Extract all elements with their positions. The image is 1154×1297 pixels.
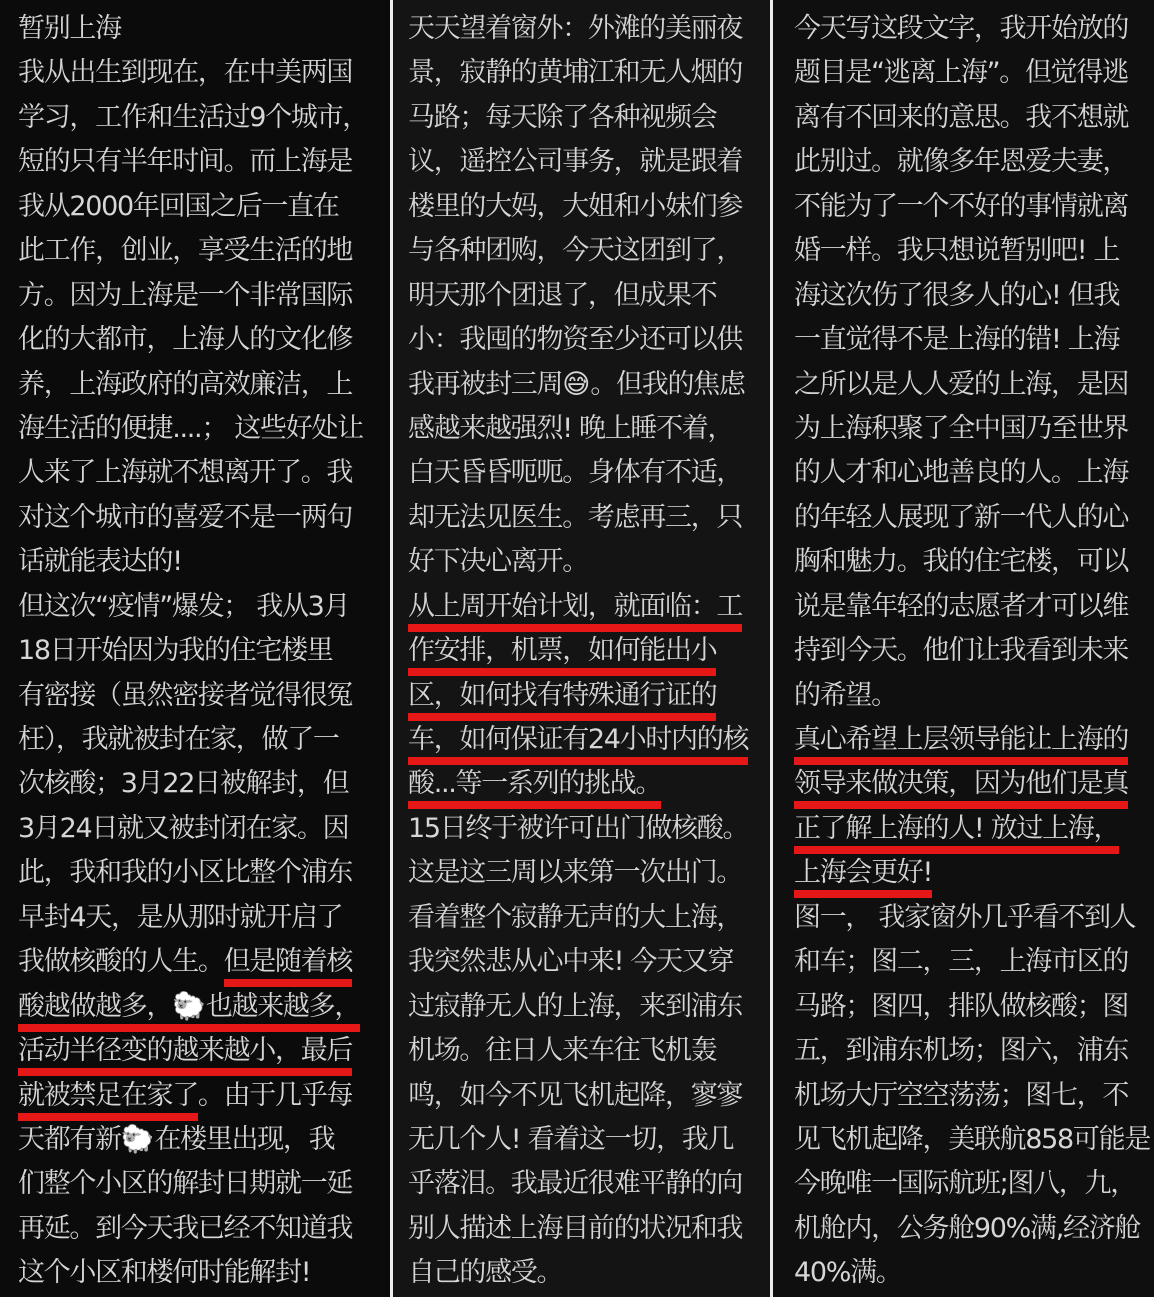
red-underlined-text: 车，如何保证有24小时内的核 (408, 724, 748, 765)
text-segment: 与各种团购，今天这团到了， (408, 235, 743, 267)
text-line (408, 496, 762, 540)
text-line (794, 1162, 1146, 1206)
text-line (408, 585, 762, 629)
red-underlined-text: 上海会更好! (794, 857, 932, 898)
text-line (408, 1029, 762, 1073)
text-segment: 我做核酸的人生。 (18, 946, 224, 978)
text-line (408, 363, 762, 407)
text-line (408, 1074, 762, 1118)
text-segment: 题目是“逃离上海”。但觉得逃 (794, 57, 1128, 89)
text-segment: 但这次“疫情”爆发； 我从3月 (18, 590, 350, 622)
text-segment: 再延。到今天我已经不知道我 (18, 1212, 353, 1244)
text-segment: 的人才和心地善良的人。上海 (794, 457, 1129, 489)
text-segment: 海生活的便捷....； 这些好处让 (18, 412, 363, 444)
text-line (794, 851, 1146, 895)
text-segment: 持到今天。他们让我看到未来 (794, 635, 1129, 667)
text-segment: 次核酸；3月22日被解封，但 (18, 768, 349, 800)
text-segment: 天天望着窗外：外滩的美丽夜 (408, 13, 743, 44)
red-underlined-text: 正了解上海的人! 放过上海， (794, 813, 1119, 854)
text-line (408, 985, 762, 1029)
text-segment: 无几个人! 看着这一切，我几 (408, 1123, 734, 1155)
text-segment: 人来了上海就不想离开了。我 (18, 457, 353, 489)
text-line (18, 1074, 372, 1118)
text-line (408, 318, 762, 362)
text-line (794, 318, 1146, 362)
text-segment: 的年轻人展现了新一代人的心 (794, 501, 1129, 533)
text-line (18, 762, 372, 806)
text-line (794, 451, 1146, 495)
text-segment: 胸和魅力。我的住宅楼，可以 (794, 546, 1129, 578)
red-underlined-text: 但是随着核 (224, 946, 353, 987)
text-line (794, 1207, 1146, 1251)
red-underlined-text: 酸...等一系列的挑战。 (408, 768, 661, 809)
text-line (408, 940, 762, 984)
text-segment: 见飞机起降，美联航858可能是 (794, 1123, 1151, 1155)
text-segment: 这是这三周以来第一次出门。 (408, 857, 743, 889)
text-segment: 方。因为上海是一个非常国际 (18, 279, 353, 311)
text-segment: 我从出生到现在，在中美两国 (18, 57, 353, 89)
text-line (18, 985, 372, 1029)
text-line (408, 807, 762, 851)
text-segment: 这个小区和楼何时能解封! (18, 1257, 311, 1289)
text-line (794, 674, 1146, 718)
text-line (794, 807, 1146, 851)
red-underlined-text: 从上周开始计划，就面临：工 (408, 591, 742, 632)
text-line (408, 1207, 762, 1251)
text-segment: 学习，工作和生活过9个城市， (18, 101, 368, 133)
text-segment: 此，我和我的小区比整个浦东 (18, 857, 353, 889)
text-segment: 。但我的焦虑 (590, 368, 745, 400)
text-segment: 之所以是人人爱的上海，是因 (794, 368, 1129, 400)
text-line (408, 1118, 762, 1162)
text-column-1 (0, 0, 390, 1297)
text-segment: 看着整个寂静无声的大上海， (408, 901, 743, 933)
text-segment: 马路；图四，排队做核酸；图 (794, 990, 1129, 1022)
text-line (408, 1162, 762, 1206)
text-line (18, 896, 372, 940)
text-line (794, 896, 1146, 940)
text-segment: 乎落泪。我最近很难平静的向 (408, 1168, 743, 1200)
text-line (408, 674, 762, 718)
text-line (408, 540, 762, 584)
text-line (18, 585, 372, 629)
text-segment: 在楼里出现，我 (154, 1123, 335, 1155)
text-line (408, 896, 762, 940)
post-title-line (18, 7, 372, 51)
text-line (794, 185, 1146, 229)
text-line (18, 1029, 372, 1073)
text-line (408, 451, 762, 495)
text-line (408, 718, 762, 762)
text-line (794, 985, 1146, 1029)
text-segment: 此工作，创业，享受生活的地 (18, 235, 353, 267)
text-segment: 机舱内，公务舱90%满,经济舱 (794, 1212, 1141, 1244)
red-underlined-text: 也越来越多， (206, 991, 360, 1032)
text-segment: 有密接（虽然密接者觉得很冤 (18, 679, 353, 711)
red-underlined-text: 酸越做越多， (18, 991, 172, 1032)
text-segment: 对这个城市的喜爱不是一两句 (18, 501, 353, 533)
red-underlined-text: 领导来做决策，因为他们是真 (794, 768, 1128, 809)
text-line (408, 51, 762, 95)
text-segment: 们整个小区的解封日期就一延 (18, 1168, 353, 1200)
text-line (18, 851, 372, 895)
text-line (408, 762, 762, 806)
text-line (794, 1251, 1146, 1295)
text-segment: 话就能表达的! (18, 546, 182, 578)
text-line (18, 51, 372, 95)
text-segment: 的希望。 (794, 679, 897, 711)
text-segment: 小：我囤的物资至少还可以供 (408, 324, 743, 356)
text-line (794, 1118, 1151, 1162)
text-line (794, 1074, 1146, 1118)
text-line (18, 496, 372, 540)
text-segment: 为上海积聚了全中国乃至世界 (794, 412, 1129, 444)
text-segment: 我再被封三周 (408, 368, 563, 400)
text-segment: 五，到浦东机场；图六，浦东 (794, 1035, 1129, 1067)
text-line (794, 51, 1146, 95)
text-line (18, 540, 372, 584)
text-line (18, 229, 372, 273)
text-line (18, 1162, 372, 1206)
text-line (18, 363, 372, 407)
text-line (408, 140, 762, 184)
text-segment: 机场大厅空空荡荡；图七，不 (794, 1079, 1129, 1111)
text-line (408, 851, 762, 895)
text-line (794, 96, 1146, 140)
text-line (794, 140, 1146, 184)
text-segment: 不能为了一个不好的事情就离 (794, 190, 1129, 222)
text-segment: 议，遥控公司事务，就是跟着 (408, 146, 743, 178)
text-segment: 养，上海政府的高效廉洁，上 (18, 368, 353, 400)
text-segment: 自己的感受。 (408, 1257, 563, 1289)
text-segment: 暂别上海 (18, 13, 121, 44)
text-column-3 (773, 0, 1154, 1297)
text-segment: 明天那个团退了，但成果不 (408, 279, 717, 311)
text-line (18, 274, 372, 318)
text-line (794, 1029, 1146, 1073)
red-underlined-text: 活动半径变的越来越小，最后 (18, 1035, 352, 1076)
text-line (18, 318, 372, 362)
text-segment: 却无法见医生。考虑再三，只 (408, 501, 743, 533)
text-line (794, 629, 1146, 673)
text-line (408, 229, 762, 273)
text-segment: 白天昏昏呃呃。身体有不适， (408, 457, 743, 489)
text-line (408, 96, 762, 140)
text-segment: 好下决心离开。 (408, 546, 588, 578)
text-line (794, 762, 1146, 806)
text-line (794, 540, 1146, 584)
text-segment: 天都有新 (18, 1123, 121, 1155)
text-segment: 今天写这段文字，我开始放的 (794, 13, 1129, 44)
text-segment: 18日开始因为我的住宅楼里 (18, 635, 333, 667)
text-segment: 离有不回来的意思。我不想就 (794, 101, 1129, 133)
text-line (794, 940, 1146, 984)
text-segment: 和车；图二，三，上海市区的 (794, 946, 1129, 978)
text-segment: 化的大都市，上海人的文化修 (18, 324, 353, 356)
sheep-emoji: 🐑 (120, 1123, 155, 1155)
text-line (408, 274, 762, 318)
text-line (408, 7, 762, 51)
text-line (794, 229, 1146, 273)
text-segment: 一直觉得不是上海的错! 上海 (794, 324, 1120, 356)
text-line (18, 940, 372, 984)
text-segment: 婚一样。我只想说暂别吧! 上 (794, 235, 1120, 267)
text-segment: 3月24日就又被封闭在家。因 (18, 812, 349, 844)
text-line (18, 407, 372, 451)
text-segment: 过寂静无人的上海，来到浦东 (408, 990, 743, 1022)
red-underlined-text: 区，如何找有特殊通行证的 (408, 680, 716, 721)
text-segment: 15日终于被许可出门做核酸。 (408, 812, 749, 844)
text-line (18, 718, 372, 762)
text-line (408, 1251, 762, 1295)
text-segment: 楼里的大妈，大姐和小妹们参 (408, 190, 743, 222)
text-line (794, 407, 1146, 451)
text-line (408, 407, 762, 451)
text-segment: 景，寂静的黄埔江和无人烟的 (408, 57, 743, 89)
red-underlined-text: 作安排，机票，如何能出小 (408, 635, 716, 676)
text-line (18, 1251, 372, 1295)
red-underlined-text: 就被禁足在家了 (18, 1080, 198, 1121)
text-line (408, 629, 762, 673)
text-segment: 短的只有半年时间。而上海是 (18, 146, 353, 178)
text-line (794, 496, 1146, 540)
text-line (794, 718, 1146, 762)
text-segment: 早封4天，是从那时就开启了 (18, 901, 343, 933)
text-column-2 (393, 0, 770, 1297)
text-segment: 说是靠年轻的志愿者才可以维 (794, 590, 1129, 622)
text-line (18, 1118, 372, 1162)
text-segment: 。由于几乎每 (197, 1079, 353, 1111)
text-segment: 别人描述上海目前的状况和我 (408, 1212, 743, 1244)
text-line (18, 96, 372, 140)
text-line (18, 451, 372, 495)
text-segment: 鸣，如今不见飞机起降，寥寥 (408, 1079, 743, 1111)
red-underlined-text: 真心希望上层领导能让上海的 (794, 724, 1128, 765)
text-segment: 机场。往日人来车往飞机轰 (408, 1035, 717, 1067)
text-segment: 40%满。 (794, 1257, 902, 1289)
text-segment: 今晚唯一国际航班;图八，九， (794, 1168, 1136, 1200)
sweat-smile-emoji: 😅 (562, 368, 591, 400)
sheep-emoji: 🐑 (172, 991, 206, 1032)
text-line (18, 140, 372, 184)
text-line (794, 585, 1146, 629)
text-line (18, 674, 372, 718)
text-line (18, 1207, 372, 1251)
text-line (18, 185, 372, 229)
text-segment: 我从2000年回国之后一直在 (18, 190, 339, 222)
text-line (794, 274, 1146, 318)
text-segment: 枉），我就被封在家，做了一 (18, 724, 339, 755)
text-line (794, 363, 1146, 407)
text-line (794, 7, 1146, 51)
text-segment: 海这次伤了很多人的心! 但我 (794, 279, 1120, 311)
text-line (18, 807, 372, 851)
text-line (18, 629, 372, 673)
text-segment: 感越来越强烈! 晚上睡不着， (408, 412, 734, 444)
text-line (408, 185, 762, 229)
text-segment: 我突然悲从心中来! 今天又穿 (408, 946, 734, 978)
text-segment: 马路；每天除了各种视频会 (408, 101, 717, 133)
text-segment: 图一， 我家窗外几乎看不到人 (794, 901, 1136, 933)
text-segment: 此别过。就像多年恩爱夫妻， (794, 146, 1129, 178)
